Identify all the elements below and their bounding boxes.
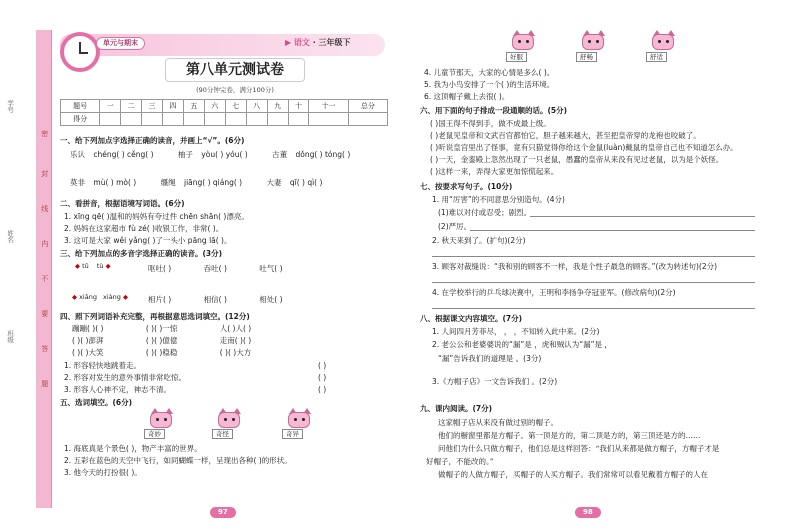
idiom-blank[interactable]: ( )( )大方 xyxy=(219,348,252,357)
sort-sentence[interactable]: ( )听说皇宫里出了怪事，竟有只猫觉得你给这个金鼠(luàn)戴鼠的皇帝自己也不知道怎么办。 xyxy=(430,143,738,152)
word-option: 奇异 xyxy=(282,429,303,439)
pinyin-options[interactable]: chéng( ) cěng( ) xyxy=(93,150,154,159)
score-cell: 总分 xyxy=(348,100,387,113)
score-input[interactable] xyxy=(183,113,204,126)
sort-sentence[interactable]: ( )这样一来，弄得大家更加惊慌起来。 xyxy=(430,167,559,176)
idiom-blank[interactable]: ( )( )澎湃 xyxy=(72,336,104,345)
answer-line[interactable] xyxy=(432,282,755,283)
idiom-row xyxy=(72,348,251,357)
side-label-seat: 学号 xyxy=(6,100,15,113)
question-line: (2)严厉。 xyxy=(438,222,472,231)
question-line[interactable]: 1. xīng qē( )温和的妈妈有夸过件 chēn shān( )漂亮。 xyxy=(64,212,249,221)
section-3-title: 三、给下列加点的多音字选择正确的读音。(3分) xyxy=(60,249,223,258)
seal-mark: 要 xyxy=(40,310,49,317)
subject-grade: · 三年级下 xyxy=(312,38,351,47)
pinyin-options[interactable]: dǒng( ) tóng( ) xyxy=(295,150,351,159)
reading-text: 做帽子的人做方帽子，买帽子的人买方帽子。我们常常可以看见戴着方帽子的人在 xyxy=(438,470,708,479)
score-input[interactable] xyxy=(142,113,163,126)
question-line: (1)难以对付或忍受；剧烈。 xyxy=(438,208,532,217)
question-line: 1. 形容轻快地跳着走。 xyxy=(64,361,142,370)
page-number: 98 xyxy=(575,507,601,518)
seal-line-strip xyxy=(36,30,52,508)
idiom-blank[interactable]: 蹦蹦( )( ) xyxy=(72,324,104,333)
score-input[interactable] xyxy=(348,113,387,126)
pinyin-choice: ◆ tǔ tù ◆ xyxy=(75,262,111,270)
score-cell: 五 xyxy=(183,100,204,113)
word-option: 好服 xyxy=(506,52,527,62)
question-line[interactable]: 2. 妈妈在这家超市 fù zé( )收银工作，非常( )。 xyxy=(64,224,224,233)
subject-tag: ▶ 语文 xyxy=(285,38,310,47)
section-5-title: 五、选词填空。(6分) xyxy=(60,398,133,407)
answer-line[interactable] xyxy=(530,216,755,217)
word: 乐认 xyxy=(70,150,85,159)
subject-label xyxy=(285,38,351,48)
clock-icon xyxy=(60,32,100,72)
score-input[interactable] xyxy=(100,113,121,126)
answer-bracket[interactable]: ( ) xyxy=(318,385,327,394)
page-subtitle: (90分钟完卷，满分100分) xyxy=(196,86,274,94)
reading-text: 问他们为什么只做方帽子，他们总是这样回答：“我们从来都是做方帽子，方帽子才是 xyxy=(438,444,720,453)
page-number: 97 xyxy=(210,507,236,518)
score-cell: 十 xyxy=(288,100,309,113)
question-line[interactable]: 2. 老公公和老婆婆说的“漏”是 ，虎和贼认为“漏”是 ， xyxy=(432,340,612,349)
section-9-title: 九、课内阅读。(7分) xyxy=(420,404,493,413)
seal-mark: 题 xyxy=(40,380,49,387)
polyphone-word[interactable]: 吞吐( ) xyxy=(203,264,227,273)
pinyin-row xyxy=(70,178,322,187)
score-cell: 九 xyxy=(267,100,288,113)
cat-icon xyxy=(580,30,606,52)
question-line: 3. 顾客对裁缝说：“我和别的顾客不一样，我是个性子最急的顾客。”(改为转述句)(2分) xyxy=(432,262,718,271)
question-line[interactable]: 3. 这可是大家 wěi yǎng( )了一头小 pāng lā( )。 xyxy=(64,236,232,245)
answer-line[interactable] xyxy=(470,230,755,231)
score-input[interactable] xyxy=(163,113,184,126)
pinyin-options[interactable]: yòu( ) yóu( ) xyxy=(201,150,248,159)
question-line[interactable]: 1. 海底真是个景色( )，物产丰富的世界。 xyxy=(64,444,202,453)
question-line[interactable]: 3. 他今天的打扮很( )。 xyxy=(64,468,142,477)
reading-text: 这家帽子店从来没有做过别的帽子。 xyxy=(438,418,558,427)
pinyin-options[interactable]: qī( ) qì( ) xyxy=(289,178,323,187)
cat-icon xyxy=(510,30,536,52)
question-line[interactable]: 6. 这顶帽子戴上去很( )。 xyxy=(424,92,510,101)
word-option: 舒适 xyxy=(646,52,667,62)
word-option: 舒畅 xyxy=(576,52,597,62)
polyphone-word[interactable]: 相片( ) xyxy=(148,295,172,304)
word: 莫非 xyxy=(70,178,85,187)
pinyin-option: tù xyxy=(96,262,104,270)
cat-icon xyxy=(148,408,174,430)
cat-icon xyxy=(650,30,676,52)
word: 古董 xyxy=(272,150,288,159)
sort-sentence[interactable]: ( )老鼠见皇帝和文武百官都怕它，胆子越来越大，甚至把皇帝穿的龙袍也咬破了。 xyxy=(430,131,701,140)
question-line: 2. 秋天来到了。(扩句)(2分) xyxy=(432,236,526,245)
polyphone-word[interactable]: 相处( ) xyxy=(259,295,283,304)
score-row xyxy=(61,113,388,126)
question-line[interactable]: 1. 人间四月芳菲尽， ， ，不知转入此中来。(2分) xyxy=(432,327,600,336)
score-cell: 六 xyxy=(204,100,225,113)
section-4-title: 四、照下列词语补充完整，再根据意思选词填空。(12分) xyxy=(60,312,250,321)
cat-icon xyxy=(216,408,242,430)
pinyin-option: xiāng xyxy=(79,293,97,301)
score-cell: 八 xyxy=(246,100,267,113)
score-input[interactable] xyxy=(225,113,246,126)
score-input[interactable] xyxy=(288,113,309,126)
idiom-row xyxy=(72,336,251,345)
score-cell: 十一 xyxy=(309,100,348,113)
idiom-blank[interactable]: 人( )人( ) xyxy=(219,324,252,333)
side-label-class: 班级 xyxy=(6,330,15,343)
idiom-blank[interactable]: ( )( )一惊 xyxy=(145,324,178,333)
section-8-title: 八、根据课文内容填空。(7分) xyxy=(420,314,523,323)
score-input[interactable] xyxy=(204,113,225,126)
seal-mark: 答 xyxy=(40,345,49,352)
reading-text: 好帽子，不能改的。” xyxy=(426,457,494,466)
score-input[interactable] xyxy=(121,113,142,126)
cat-icon xyxy=(286,408,312,430)
score-input[interactable] xyxy=(267,113,288,126)
idiom-blank[interactable]: 走南( )( ) xyxy=(219,336,252,345)
score-input[interactable] xyxy=(246,113,267,126)
seal-mark: 密 xyxy=(40,130,49,137)
score-cell: 二 xyxy=(121,100,142,113)
score-cell: 得分 xyxy=(61,113,100,126)
idiom-blank[interactable]: ( )( )稳稳 xyxy=(145,348,178,357)
seal-mark: 不 xyxy=(40,275,49,282)
question-line: 3. 形容人心神不定，神志不清。 xyxy=(64,385,172,394)
polyphone-word[interactable]: 相信( ) xyxy=(203,295,227,304)
sort-sentence[interactable]: ( )国王得不得到手，做不成最上级。 xyxy=(430,119,551,128)
idiom-blank[interactable]: ( )( )億億 xyxy=(145,336,178,345)
reading-text: 他们的橱窗里都是方帽子。第一顶是方的，第二顶是方的，第三顶还是方的…… xyxy=(438,431,701,440)
score-cell: 四 xyxy=(163,100,184,113)
score-cell: 一 xyxy=(100,100,121,113)
pinyin-row xyxy=(70,150,350,159)
section-1-title: 一、给下列加点字选择正确的读音，并画上“√”。(6分) xyxy=(60,136,245,145)
seal-mark: 内 xyxy=(40,240,49,247)
seal-mark: 线 xyxy=(40,205,49,212)
score-table xyxy=(60,99,388,126)
polyphone-word[interactable]: 吐气( ) xyxy=(259,264,283,273)
question-line: 4. 在学校举行的乒乓球决赛中，王明和李扬争夺冠亚军。(修改病句)(2分) xyxy=(432,288,676,297)
seal-mark: 封 xyxy=(40,170,49,177)
polyphone-words xyxy=(148,264,283,273)
word: 大妻 xyxy=(266,178,282,187)
unit-ribbon: 单元与期末 xyxy=(96,37,145,50)
answer-line[interactable] xyxy=(432,308,755,309)
polyphone-word[interactable]: 呕吐( ) xyxy=(148,264,172,273)
word: 柚子 xyxy=(177,150,193,159)
section-7-title: 七、按要求写句子。(10分) xyxy=(420,182,513,191)
binding-margin xyxy=(4,30,32,510)
pinyin-option: tǔ xyxy=(82,262,89,270)
answer-bracket[interactable]: ( ) xyxy=(318,373,327,382)
idiom-blank[interactable]: ( )( )大笑 xyxy=(72,348,104,357)
side-label-name: 姓名 xyxy=(6,230,15,243)
pinyin-option: xiàng xyxy=(103,293,121,301)
question-line: 1. 用“厉害”的不同意思分别造句。(4分) xyxy=(432,195,565,204)
sort-sentence[interactable]: ( )一天，金銮殿上忽然出现了一只老鼠，愚蠢的皇帝从来没有见过老鼠，以为是个妖怪。 xyxy=(430,155,724,164)
idiom-row xyxy=(72,324,251,333)
word: 缰绳 xyxy=(160,178,176,187)
polyphone-words xyxy=(148,295,283,304)
word-option: 奇妙 xyxy=(144,429,165,439)
score-cell: 题号 xyxy=(61,100,100,113)
section-2-title: 二、看拼音，根据语境写词语。(6分) xyxy=(60,199,185,208)
score-cell: 三 xyxy=(142,100,163,113)
question-line[interactable]: 5. 我为小鸟安排了一个( )的生活环境。 xyxy=(424,80,555,89)
score-cell: 七 xyxy=(225,100,246,113)
question-line[interactable]: “漏”告诉我们的道理是 。(3分) xyxy=(438,354,542,363)
score-header-row xyxy=(61,100,388,113)
pinyin-choice: ◆ xiāng xiàng ◆ xyxy=(72,293,129,301)
page-title: 第八单元测试卷 xyxy=(165,58,305,82)
question-line[interactable]: 3.《方帽子店》一文告诉我们 。(2分) xyxy=(432,377,558,386)
answer-bracket[interactable]: ( ) xyxy=(318,361,327,370)
score-input[interactable] xyxy=(309,113,348,126)
question-line[interactable]: 4. 儿童节那天，大家的心情是多么( )。 xyxy=(424,68,555,77)
word-option: 奇怪 xyxy=(212,429,233,439)
question-line[interactable]: 2. 五彩在蓝色的天空中飞行，如同蝴蝶一样，呈现出各种( )的形状。 xyxy=(64,456,292,465)
question-line: 2. 形容对发生的意外事情非常吃惊。 xyxy=(64,373,187,382)
section-6-title: 六、用下面的句子排成一段通顺的话。(5分) xyxy=(420,106,568,115)
pinyin-options[interactable]: mù( ) mò( ) xyxy=(93,178,137,187)
pinyin-options[interactable]: jiāng( ) qiáng( ) xyxy=(183,178,243,187)
answer-line[interactable] xyxy=(432,256,755,257)
